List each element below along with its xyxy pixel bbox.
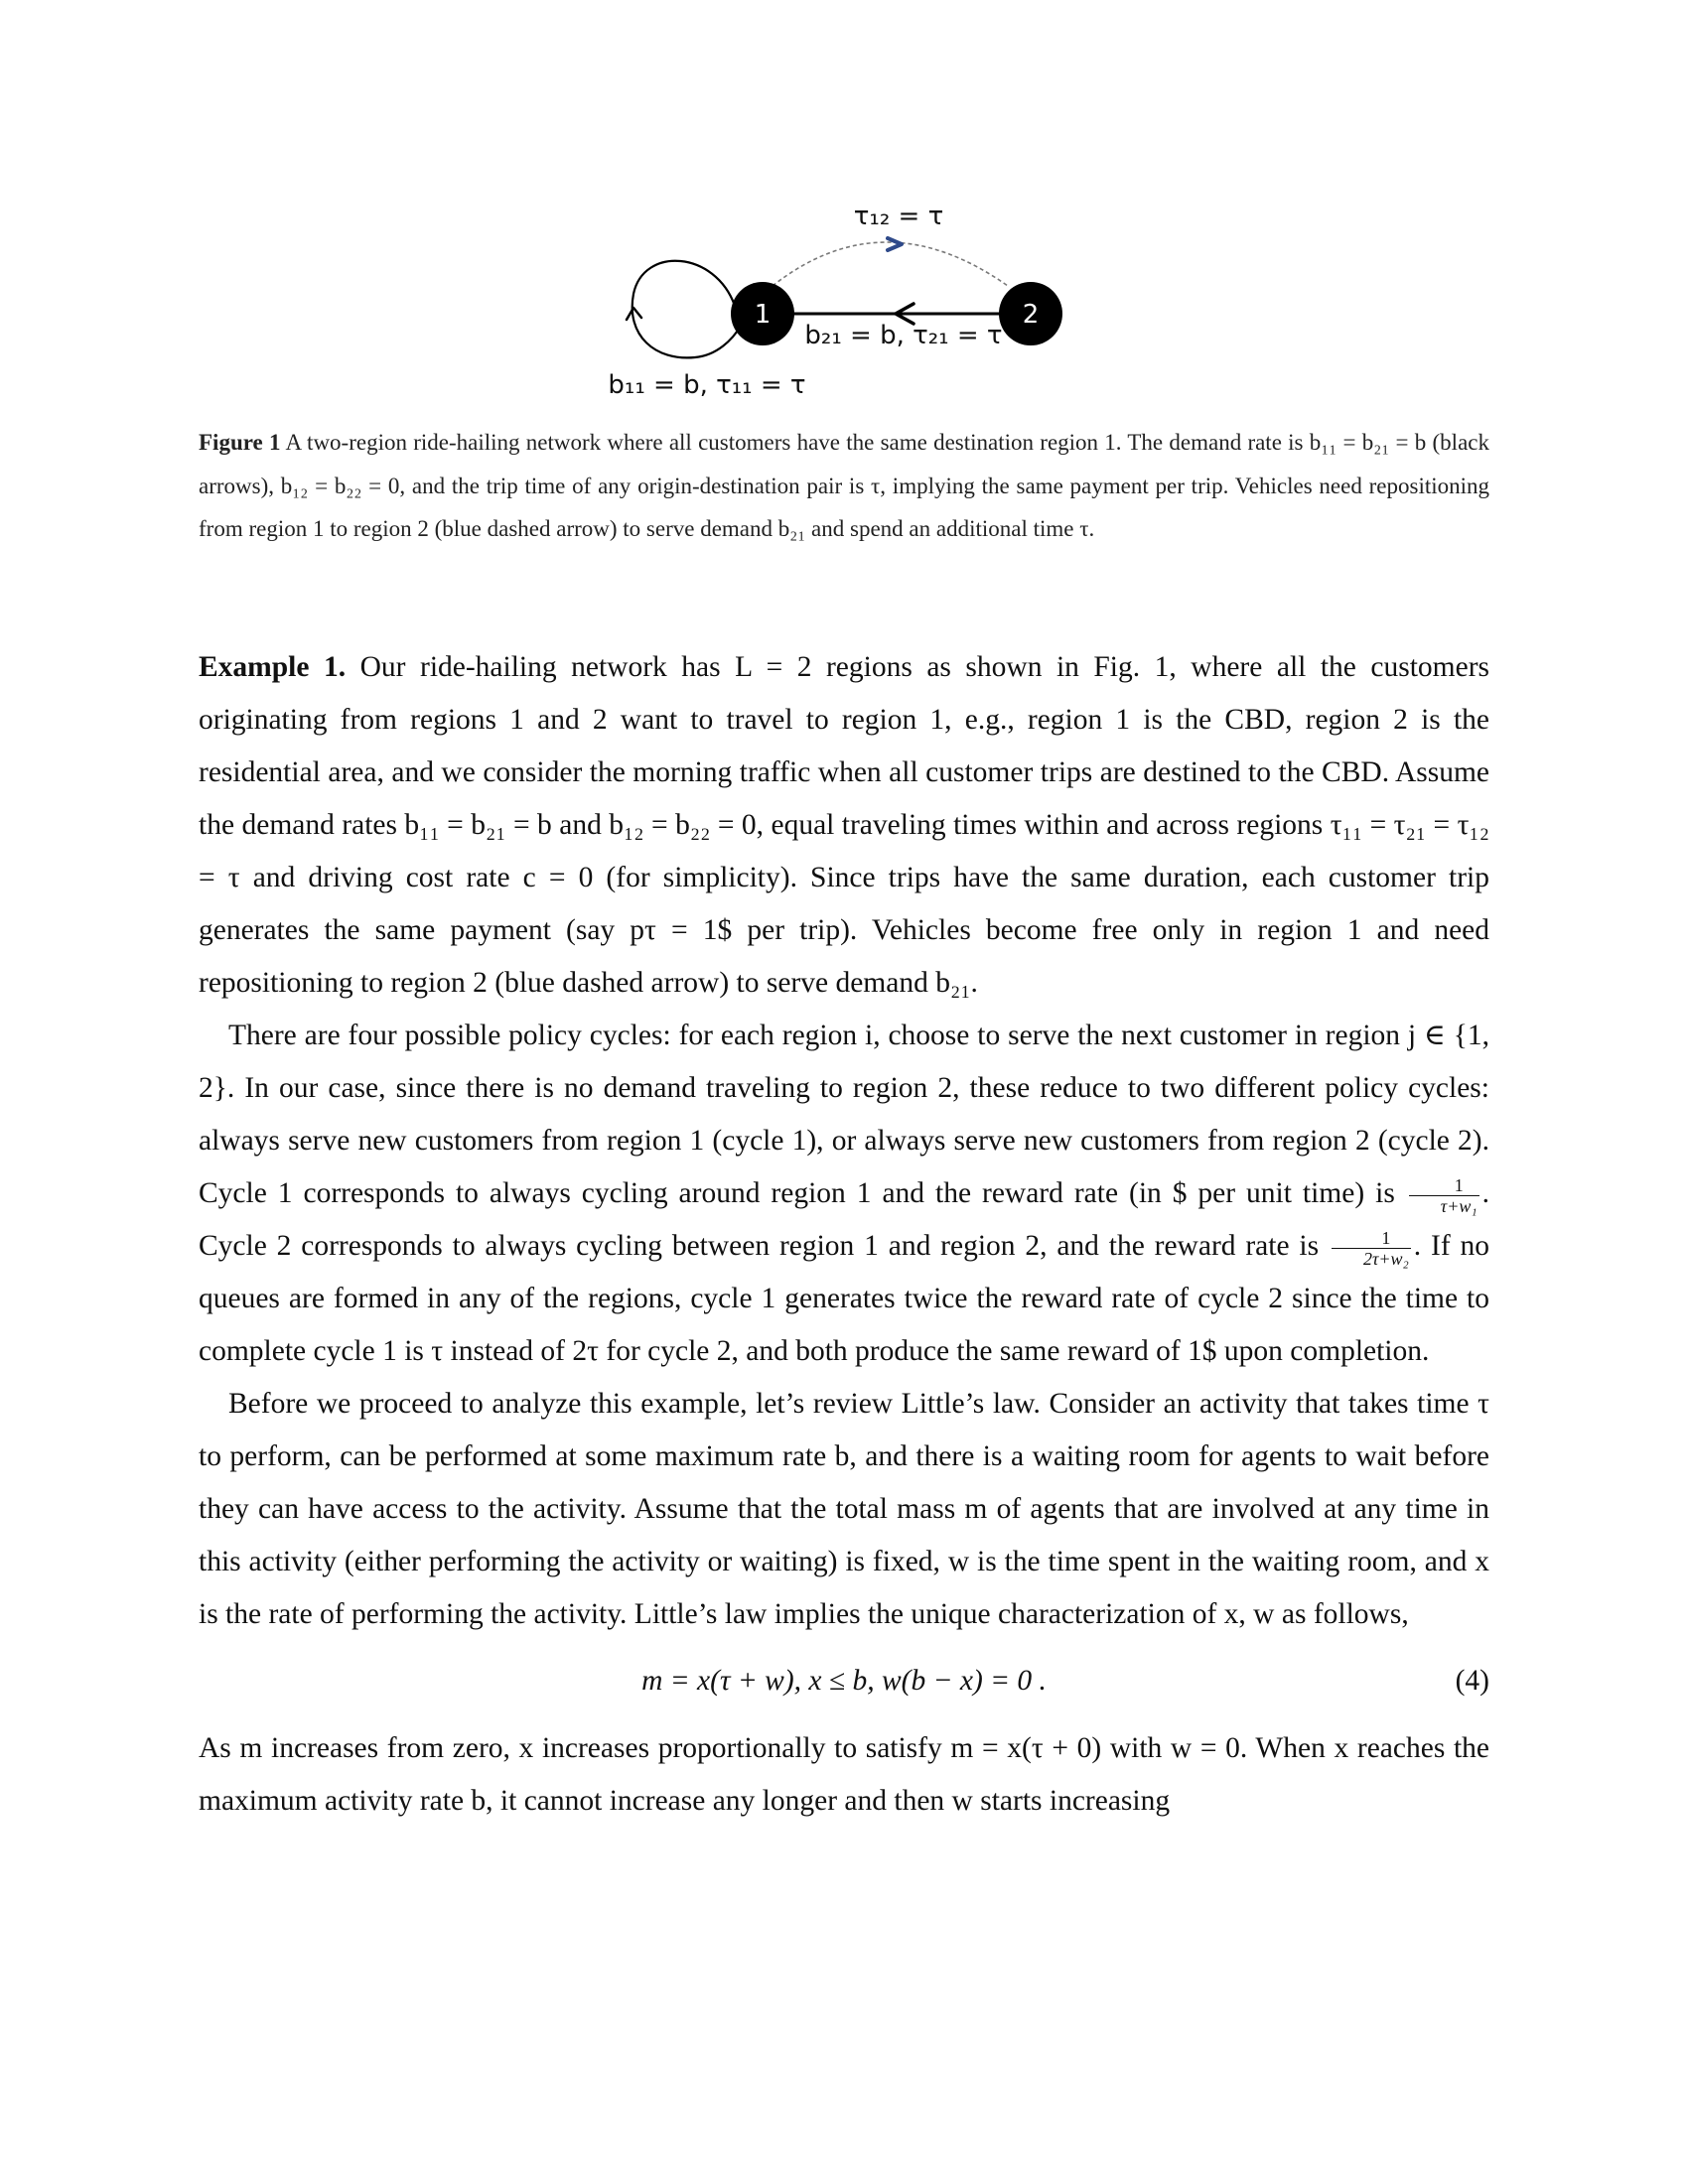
example-paragraph-3 bbox=[199, 1378, 1489, 1641]
example-p2-text-a: There are four possible policy cycles: for each region i, choose to serve the next customer in region j ∈ {1, 2}. In our case, since there is no demand traveling to region 2, these reduce to two different policy cycles: always serve new customers from region 1 (cycle 1), or always serve new customers from region 2 (cycle 2). Cycle 1 corresponds to always cycling around region 1 and the reward rate (in $ per unit time) is bbox=[199, 1020, 1489, 1209]
fraction-cycle-2-num: 1 bbox=[1332, 1228, 1411, 1249]
dashed-arrowhead-icon bbox=[888, 238, 902, 250]
fraction-cycle-1 bbox=[1409, 1175, 1479, 1216]
example-paragraph-2 bbox=[199, 1010, 1489, 1378]
example-paragraph-4 bbox=[199, 1722, 1489, 1828]
fraction-cycle-1-den: τ+w₁ bbox=[1440, 1195, 1477, 1216]
caption-text: A two-region ride-hailing network where all customers have the same destination region 1. The demand rate is b₁₁ = b₂₁ = b (black arrows), b₁₂ = b₂₂ = 0, and the trip time of any origin-destination pair is τ, implying the same payment per trip. Vehicles need repositioning from region 1 to region 2 (blue dashed arrow) to serve demand b₂₁ and spend an additional time τ. bbox=[199, 430, 1489, 541]
equation-4 bbox=[199, 1641, 1489, 1722]
b11-label: b₁₁ = b, τ₁₁ = τ bbox=[608, 370, 806, 400]
example-body bbox=[199, 641, 1489, 1828]
node-1-label: 1 bbox=[754, 300, 772, 330]
example-paragraph-1 bbox=[199, 641, 1489, 1010]
equation-number: (4) bbox=[1455, 1665, 1489, 1697]
caption-label: Figure 1 bbox=[199, 430, 281, 455]
example-p2-text-c: . If no queues are formed in any of the regions, cycle 1 generates twice the reward rate of cycle 2 since the time to complete cycle 1 is τ instead of 2τ for cycle 2, and both produce the same reward of 1$ upon completion. bbox=[199, 1230, 1489, 1367]
example-p3-text: Before we proceed to analyze this example, let’s review Little’s law. Consider an activity that takes time τ to perform, can be performed at some maximum rate b, and there is a waiting room for agents to wait before they can have access to the activity. Assume that the total mass m of agents that are involved at any time in this activity (either performing the activity or waiting) is fixed, w is the time spent in the waiting room, and x is the rate of performing the activity. Little’s law implies the unique characterization of x, w as follows, bbox=[199, 1388, 1489, 1630]
fraction-cycle-1-num: 1 bbox=[1409, 1175, 1479, 1196]
example-p4-text: As m increases from zero, x increases proportionally to satisfy m = x(τ + 0) with w = 0. When x reaches the maximum activity rate b, it cannot increase any longer and then w starts increasing bbox=[199, 1732, 1489, 1817]
fraction-cycle-2-den: 2τ+w₂ bbox=[1362, 1248, 1409, 1269]
fraction-cycle-2 bbox=[1332, 1228, 1411, 1269]
figure-caption bbox=[199, 421, 1489, 551]
self-loop-arc bbox=[633, 261, 741, 358]
example-label: Example 1. bbox=[199, 651, 347, 683]
b21-label: b₂₁ = b, τ₂₁ = τ bbox=[804, 321, 1003, 350]
example-p2-text-b: . Cycle 2 corresponds to always cycling between region 1 and region 2, and the reward rate is bbox=[199, 1177, 1489, 1262]
equation-body: m = x(τ + w), x ≤ b, w(b − x) = 0 . bbox=[641, 1665, 1047, 1697]
node-2-label: 2 bbox=[1022, 300, 1040, 330]
example-p1-text: Our ride-hailing network has L = 2 regions as shown in Fig. 1, where all the customers originating from regions 1 and 2 want to travel to region 1, e.g., region 1 is the CBD, region 2 is the residential area, and we consider the morning traffic when all customer trips are destined to the CBD. Assume the demand rates b₁₁ = b₂₁ = b and b₁₂ = b₂₂ = 0, equal traveling times within and across regions τ₁₁ = τ₂₁ = τ₁₂ = τ and driving cost rate c = 0 (for simplicity). Since trips have the same duration, each customer trip generates the same payment (say pτ = 1$ per trip). Vehicles become free only in region 1 and need repositioning to region 2 (blue dashed arrow) to serve demand b₂₁. bbox=[199, 651, 1490, 999]
network-figure bbox=[596, 199, 1092, 407]
tau12-label: τ₁₂ = τ bbox=[853, 202, 944, 231]
